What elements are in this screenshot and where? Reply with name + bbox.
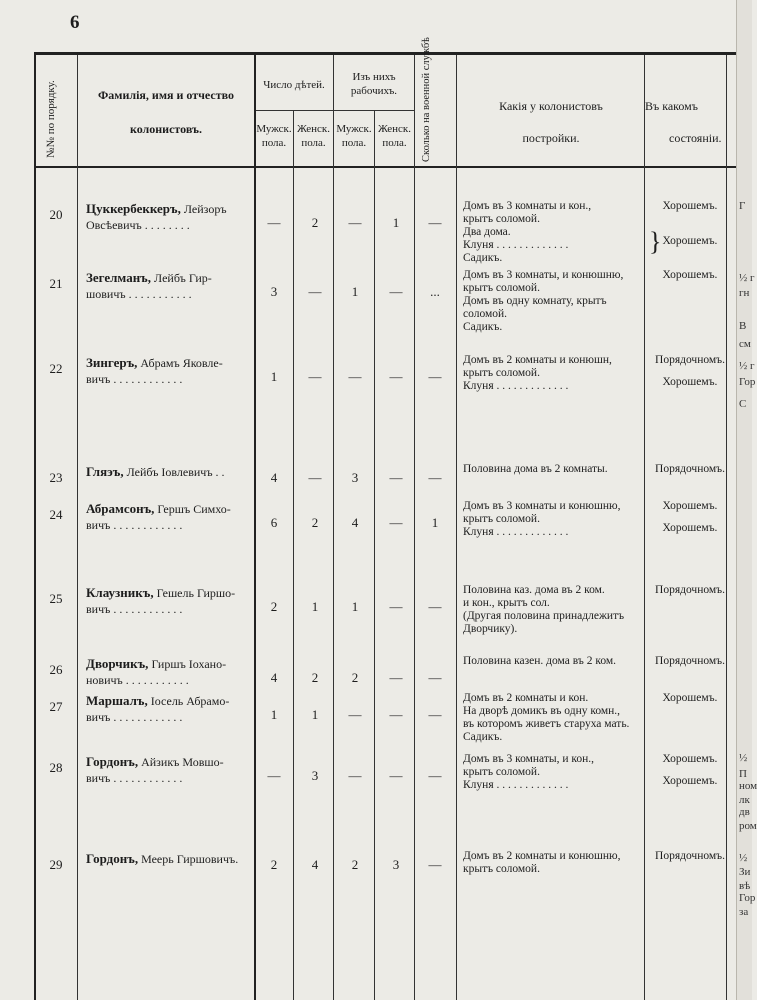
building-line: Домъ въ 3 комнаты, и конюшню, — [463, 269, 624, 281]
building-line: Клуня . . . . . . . . . . . . . — [463, 380, 569, 392]
colonist-name — [86, 586, 235, 600]
margin-fragment: С — [739, 398, 747, 410]
row-number: 20 — [49, 207, 63, 222]
colonist-name-cont — [86, 372, 182, 386]
building-line: крытъ соломой. — [463, 766, 540, 778]
leader-dots: . . . . . . . . . . . . — [113, 771, 183, 785]
col-divider — [77, 55, 78, 1000]
children-male-cell: — — [267, 215, 281, 230]
page-number: 6 — [70, 12, 80, 33]
colonist-name — [86, 202, 227, 216]
row-number: 22 — [49, 361, 63, 376]
margin-fragment: Г — [739, 200, 746, 212]
leader-dots: . . . . . . . . . . . — [128, 287, 192, 301]
colonist-given-name: Абрамъ Яковле- — [140, 356, 223, 370]
condition-cell: Хорошемъ. — [662, 500, 718, 512]
header-name-line1: Фамилія, имя и отчество — [97, 88, 235, 102]
colonist-surname: Маршалъ, — [86, 693, 148, 708]
header-workers: Изъ нихъ рабочихъ. — [350, 71, 398, 97]
condition-cell-2: Хорошемъ. — [662, 376, 718, 388]
building-line: Клуня . . . . . . . . . . . . . — [463, 526, 569, 538]
condition-cell: Хорошемъ. — [662, 200, 718, 212]
colonist-surname: Дворчикъ, — [86, 656, 149, 671]
leader-dots: . . . . . . . . . . . . — [113, 518, 183, 532]
colonist-given-name: Лейбъ Гир- — [154, 271, 212, 285]
margin-fragment: ½ — [739, 752, 748, 764]
workers-male-cell: 2 — [351, 670, 359, 685]
row-number: 25 — [49, 591, 63, 606]
leader-dots: . . . . . . . . . . . — [125, 673, 189, 687]
children-male-cell: 1 — [270, 707, 278, 722]
header-children-female: Женск. пола. — [296, 123, 331, 149]
children-female-cell: 1 — [311, 707, 319, 722]
header-condition: Въ какомъ состояніи. — [645, 99, 722, 145]
margin-fragment: см — [739, 338, 751, 350]
header-workers-female: Женск. пола. — [377, 123, 412, 149]
military-service-cell: ... — [430, 284, 440, 299]
workers-female-cell: 3 — [392, 857, 400, 872]
children-male-cell: — — [267, 768, 281, 783]
colonist-patronymic-end: вичъ — [86, 602, 111, 616]
workers-male-cell: — — [348, 369, 362, 384]
col-divider — [456, 55, 457, 1000]
workers-male-cell: 1 — [351, 284, 359, 299]
condition-cell: Хорошемъ. — [662, 269, 718, 281]
margin-fragment: Гор — [739, 892, 756, 904]
building-line: Половина дома въ 2 комнаты. — [463, 463, 608, 475]
colonist-name — [86, 755, 224, 769]
children-female-cell: — — [308, 284, 322, 299]
colonist-given-name: Гешель Гиршо- — [156, 586, 236, 600]
colonist-surname: Гордонъ, — [86, 851, 139, 866]
building-line: Дворчику). — [463, 623, 518, 635]
workers-male-cell: 2 — [351, 857, 359, 872]
children-female-cell: 3 — [311, 768, 319, 783]
building-line: соломой. — [463, 308, 508, 320]
children-female-cell: 2 — [311, 670, 319, 685]
military-service-cell: — — [428, 768, 442, 783]
children-female-cell: 2 — [311, 215, 319, 230]
condition-cell: Порядочномъ. — [655, 584, 725, 596]
building-line: Клуня . . . . . . . . . . . . . — [463, 239, 569, 251]
leader-dots: . . . . . . . . . . . . — [113, 602, 183, 616]
row-number: 23 — [49, 470, 63, 485]
children-male-cell: 4 — [270, 470, 278, 485]
children-female-cell: 2 — [311, 515, 319, 530]
condition-cell: Хорошемъ. — [662, 692, 718, 704]
col-divider — [333, 55, 334, 1000]
military-service-cell: — — [428, 599, 442, 614]
colonist-patronymic-end: Овсѣевичъ — [86, 218, 142, 232]
workers-male-cell: — — [348, 215, 362, 230]
building-line: и кон., крытъ сол. — [463, 597, 550, 609]
margin-fragment: Гор — [739, 376, 756, 388]
children-female-cell: — — [308, 470, 322, 485]
workers-male-cell: 4 — [351, 515, 359, 530]
colonist-given-name: Айзикъ Мовшо- — [141, 755, 224, 769]
building-line: крытъ соломой. — [463, 367, 540, 379]
colonist-patronymic-end: вичъ — [86, 710, 111, 724]
colonist-patronymic-end: шовичъ — [86, 287, 126, 301]
colonist-surname: Гордонъ, — [86, 754, 139, 769]
military-service-cell: — — [428, 369, 442, 384]
building-line: Два дома. — [463, 226, 511, 238]
condition-cell: Хорошемъ. — [662, 753, 718, 765]
colonist-surname: Абрамсонъ, — [86, 501, 155, 516]
row-number: 24 — [49, 507, 63, 522]
military-service-cell: — — [428, 470, 442, 485]
header-bottom-rule — [34, 166, 736, 168]
next-page-edge — [736, 0, 752, 1000]
colonist-given-name: Лейзоръ — [183, 202, 227, 216]
children-male-cell: 6 — [270, 515, 278, 530]
col-divider — [414, 55, 415, 1000]
top-rule — [34, 52, 736, 55]
children-female-cell: — — [308, 369, 322, 384]
colonist-name-cont — [86, 518, 182, 532]
colonist-given-name: Іосель Абрамо- — [150, 694, 230, 708]
military-service-cell: 1 — [431, 515, 439, 530]
workers-female-cell: — — [389, 284, 403, 299]
leader-dots: . . . . . . . . — [144, 218, 190, 232]
row-number: 27 — [49, 699, 63, 714]
children-male-cell: 2 — [270, 857, 278, 872]
leader-dots: . . . . . . . . . . . . — [113, 372, 183, 386]
colonist-name — [86, 502, 231, 516]
colonist-patronymic-end: вичъ — [86, 518, 111, 532]
margin-fragment: за — [739, 906, 749, 918]
margin-fragment: ром — [739, 820, 757, 832]
colonist-name — [86, 694, 229, 708]
condition-cell: Порядочномъ. — [655, 850, 725, 862]
colonist-name-cont — [86, 602, 182, 616]
workers-female-cell: — — [389, 369, 403, 384]
children-male-cell: 3 — [270, 284, 278, 299]
colonist-given-name: Гиршъ Іохано- — [151, 657, 227, 671]
margin-fragment: П — [739, 768, 747, 780]
leader-dots: . . . . . . . . . . . . — [113, 710, 183, 724]
workers-female-cell: — — [389, 768, 403, 783]
row-number: 21 — [49, 276, 63, 291]
margin-fragment: вѣ — [739, 880, 751, 892]
workers-female-cell: — — [389, 515, 403, 530]
margin-fragment: В — [739, 320, 747, 332]
building-line: Садикъ. — [463, 731, 503, 743]
workers-female-cell: — — [389, 599, 403, 614]
colonist-name-cont — [86, 287, 192, 301]
colonist-name — [86, 271, 212, 285]
margin-fragment: лк — [739, 794, 750, 806]
header-name-line2: колонистовъ. — [129, 122, 203, 136]
condition-cell: Порядочномъ. — [655, 655, 725, 667]
margin-fragment: Зи — [739, 866, 751, 878]
workers-female-cell: — — [389, 707, 403, 722]
colonist-patronymic-end: вичъ — [86, 771, 111, 785]
colonist-given-name: Меерь Гиршовичъ. — [141, 852, 239, 866]
brace-icon: } — [649, 227, 662, 256]
colonist-name — [86, 852, 238, 866]
colonist-name-cont — [86, 673, 189, 687]
building-line: Домъ въ 3 комнаты и конюшню, — [463, 500, 621, 512]
children-male-cell: 1 — [270, 369, 278, 384]
building-line: крытъ соломой. — [463, 863, 540, 875]
header-buildings: Какія у колонистовъ постройки. — [499, 99, 603, 145]
row-number: 29 — [49, 857, 63, 872]
building-line: Половина каз. дома въ 2 ком. — [463, 584, 605, 596]
colonist-name-cont — [86, 710, 182, 724]
workers-male-cell: — — [348, 768, 362, 783]
condition-cell-2: Хорошемъ. — [662, 522, 718, 534]
condition-cell-2: Хорошемъ. — [662, 775, 718, 787]
colonist-patronymic-end: вичъ — [86, 372, 111, 386]
header-children-male: Мужск. пола. — [256, 123, 292, 149]
colonist-name-cont — [86, 218, 190, 232]
workers-male-cell: 3 — [351, 470, 359, 485]
margin-fragment: гн — [739, 287, 750, 299]
header-workers-male: Мужск. пола. — [336, 123, 372, 149]
condition-cell-2: Хорошемъ. — [662, 235, 718, 247]
military-service-cell: — — [428, 670, 442, 685]
building-line: Домъ въ 2 комнаты и конюшню, — [463, 850, 621, 862]
row-number: 28 — [49, 760, 63, 775]
building-line: Садикъ. — [463, 321, 503, 333]
colonist-given-name: Гершъ Симхо- — [157, 502, 231, 516]
workers-female-cell: — — [389, 470, 403, 485]
military-service-cell: — — [428, 215, 442, 230]
row-number: 26 — [49, 662, 63, 677]
building-line: (Другая половина принадлежитъ — [463, 610, 625, 622]
workers-male-cell: 1 — [351, 599, 359, 614]
colonist-name — [86, 657, 226, 671]
children-female-cell: 4 — [311, 857, 319, 872]
building-line: Клуня . . . . . . . . . . . . . — [463, 779, 569, 791]
header-children: Число дѣтей. — [263, 79, 325, 91]
colonist-patronymic-end: новичъ — [86, 673, 123, 687]
children-male-cell: 2 — [270, 599, 278, 614]
header-military: Сколько на военной службѣ — [421, 37, 432, 162]
building-line: Домъ въ 2 комнаты и конюшн, — [463, 354, 612, 366]
margin-fragment: дв — [739, 806, 750, 818]
building-line: Половина казен. дома въ 2 ком. — [463, 655, 617, 667]
building-line: Домъ въ 3 комнаты, и кон., — [463, 753, 595, 765]
workers-male-cell: — — [348, 707, 362, 722]
workers-female-cell: 1 — [392, 215, 400, 230]
building-line: крытъ соломой. — [463, 213, 540, 225]
building-line: крытъ соломой. — [463, 282, 540, 294]
condition-cell: Порядочномъ. — [655, 463, 725, 475]
colonist-surname: Зингеръ, — [86, 355, 138, 370]
children-female-cell: 1 — [311, 599, 319, 614]
colonist-name — [86, 465, 225, 479]
col-divider — [293, 110, 294, 1000]
building-line: Садикъ. — [463, 252, 503, 264]
col-divider — [374, 110, 375, 1000]
margin-fragment: ½ г — [739, 272, 755, 284]
colonist-surname: Цуккербеккеръ, — [86, 201, 181, 216]
margin-fragment: ½ — [739, 852, 748, 864]
colonist-given-name: Лейбъ Іовлевичъ — [126, 465, 213, 479]
header-number: №№ по порядку. — [45, 80, 57, 158]
building-line: Домъ въ одну комнату, крытъ — [463, 295, 607, 307]
building-line: въ которомъ живетъ старуха мать. — [463, 718, 630, 730]
margin-fragment: ном — [739, 780, 757, 792]
header-subrule — [254, 110, 414, 111]
leader-dots: . . — [215, 465, 225, 479]
children-male-cell: 4 — [270, 670, 278, 685]
building-line: Домъ въ 3 комнаты и кон., — [463, 200, 592, 212]
margin-fragment: ½ г — [739, 360, 755, 372]
colonist-surname: Зегелманъ, — [86, 270, 152, 285]
colonist-surname: Клаузникъ, — [86, 585, 154, 600]
building-line: крытъ соломой. — [463, 513, 540, 525]
condition-cell: Порядочномъ. — [655, 354, 725, 366]
military-service-cell: — — [428, 857, 442, 872]
workers-female-cell: — — [389, 670, 403, 685]
colonist-name-cont — [86, 771, 182, 785]
military-service-cell: — — [428, 707, 442, 722]
colonist-surname: Гляэъ, — [86, 464, 124, 479]
building-line: Домъ въ 2 комнаты и кон. — [463, 692, 589, 704]
colonist-name — [86, 356, 223, 370]
building-line: На дворѣ домикъ въ одну комн., — [463, 705, 621, 717]
